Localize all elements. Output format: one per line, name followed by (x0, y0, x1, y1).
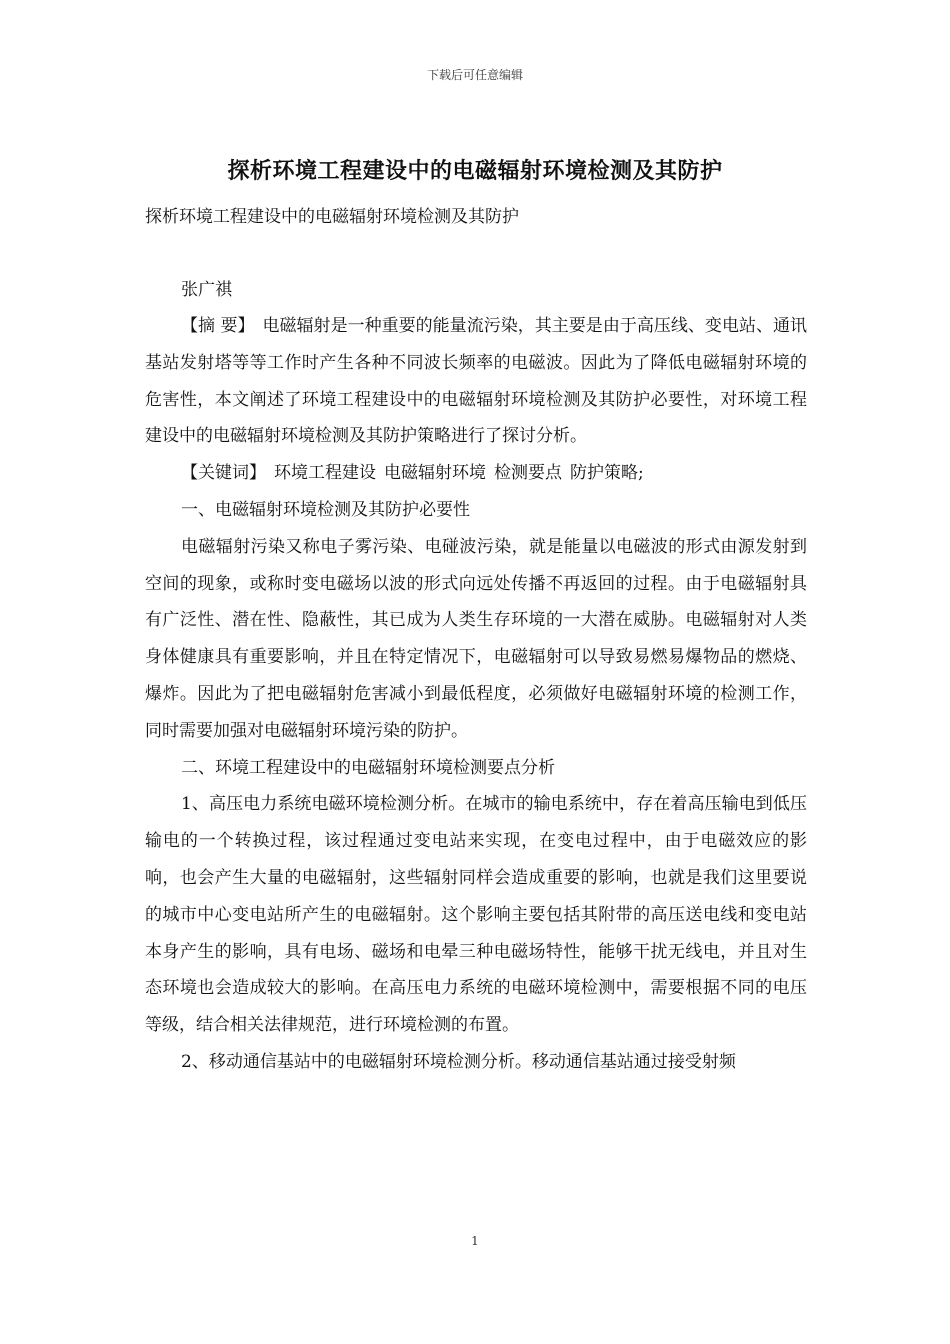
document-body (145, 308, 807, 1081)
body-paragraph: 电磁辐射污染又称电子雾污染、电碰波污染，就是能量以电磁波的形式由源发射到空间的现象，或称时变电磁场以波的形式向远处传播不再返回的过程。由于电磁辐射具有广泛性、潜在性、隐蔽性，其已成为人类生存环境的一大潜在威胁。电磁辐射对人类身体健康具有重要影响，并且在特定情况下，电磁辐射可以导致易燃易爆物品的燃烧、爆炸。因此为了把电磁辐射危害减小到最低程度，必须做好电磁辐射环境的检测工作，同时需要加强对电磁辐射环境污染的防护。 (145, 536, 807, 741)
section-heading: 一、电磁辐射环境检测及其防护必要性 (181, 499, 470, 520)
body-paragraph: 2、移动通信基站中的电磁辐射环境检测分析。移动通信基站通过接受射频 (181, 1051, 736, 1072)
keyword: 环境工程建设 (274, 463, 376, 484)
document-title: 探析环境工程建设中的电磁辐射环境检测及其防护 (227, 158, 723, 184)
keywords-label: 【关键词】 (181, 463, 266, 484)
abstract-paragraph (145, 308, 807, 455)
body-paragraph: 1、高压电力系统电磁环境检测分析。在城市的输电系统中，存在着高压输电到低压输电的一个转换过程，该过程通过变电站来实现，在变电过程中，由于电磁效应的影响，也会产生大量的电磁辐射，这些辐射同样会造成重要的影响，也就是我们这里要说的城市中心变电站所产生的电磁辐射。这个影响主要包括其附带的高压送电线和变电站本身产生的影响，具有电场、磁场和电晕三种电磁场特性，能够干扰无线电，并且对生态环境也会造成较大的影响。在高压电力系统的电磁环境检测中，需要根据不同的电压等级，结合相关法律规范，进行环境检测的布置。 (145, 794, 807, 1036)
document-subtitle: 探析环境工程建设中的电磁辐射环境检测及其防护 (145, 207, 519, 227)
abstract-text: 电磁辐射是一种重要的能量流污染，其主要是由于高压线、变电站、通讯基站发射塔等等工作时产生各种不同波长频率的电磁波。因此为了降低电磁辐射环境的危害性，本文阐述了环境工程建设中的电磁辐射环境检测及其防护必要性，对环境工程建设中的电磁辐射环境检测及其防护策略进行了探讨分析。 (145, 316, 808, 447)
page-number: 1 (471, 1234, 479, 1248)
keyword: 防护策略; (570, 463, 644, 484)
keyword: 电磁辐射环境 (384, 463, 486, 484)
abstract-label: 【摘 要】 (181, 316, 255, 336)
author-name: 张广祺 (181, 280, 232, 300)
page-header: 下载后可任意编辑 (426, 68, 523, 82)
section-heading: 二、环境工程建设中的电磁辐射环境检测要点分析 (181, 757, 555, 778)
keywords-paragraph (145, 455, 807, 492)
keyword: 检测要点 (494, 463, 562, 484)
